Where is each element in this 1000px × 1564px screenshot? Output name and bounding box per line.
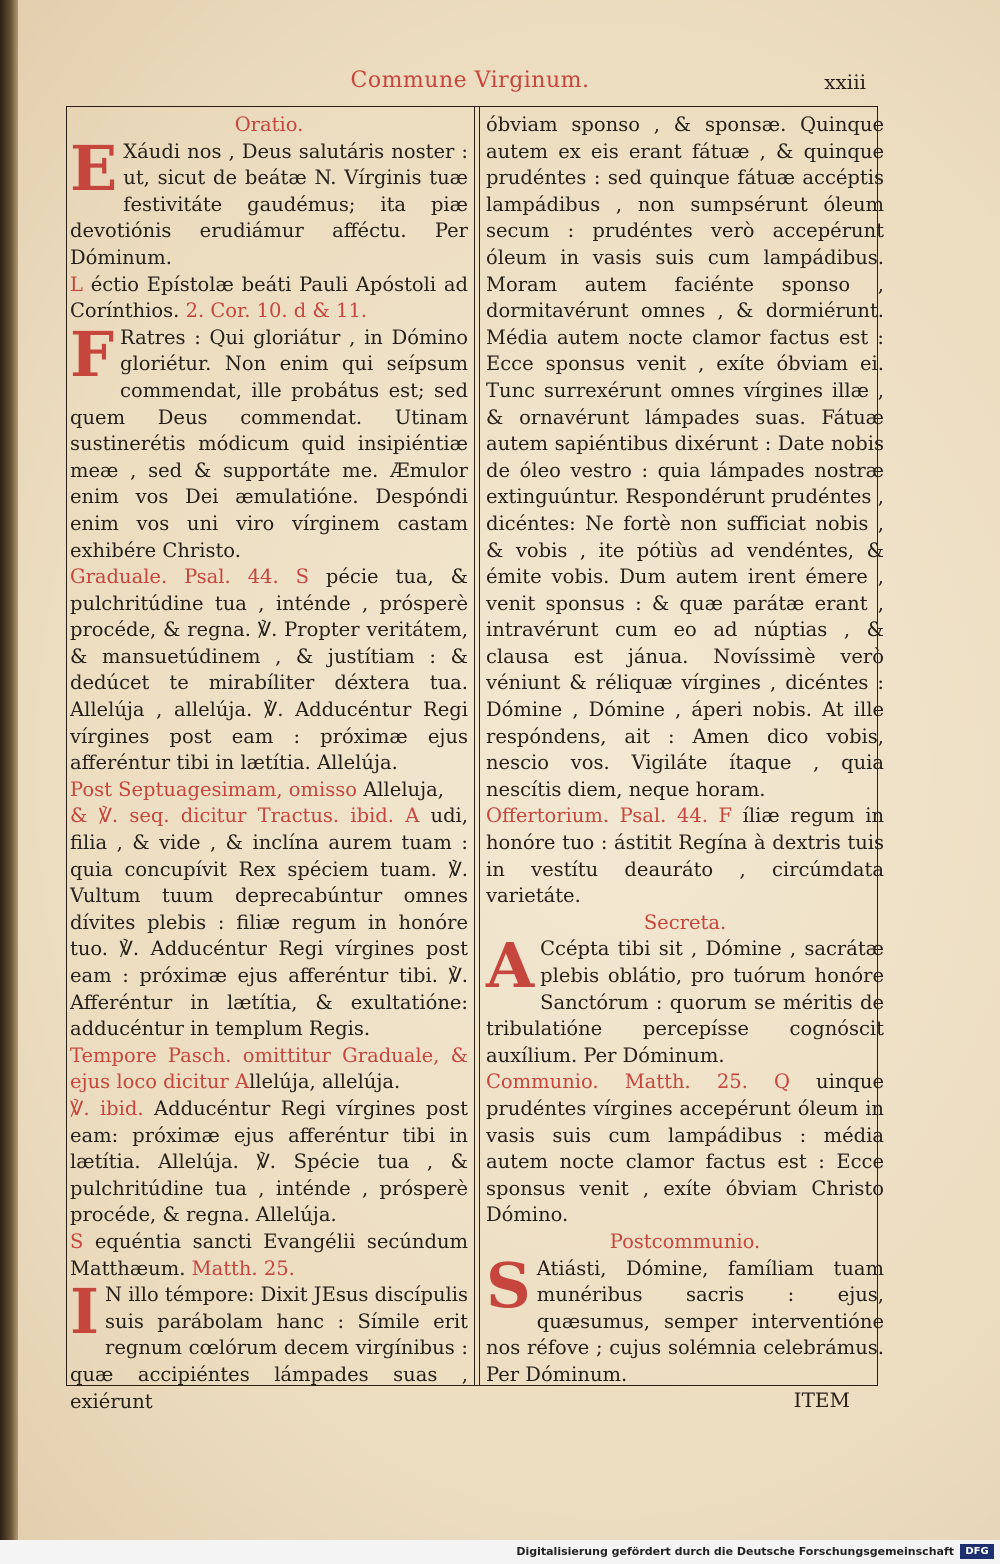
body-text: éctio Epístolæ beáti Pauli Apóstoli ad Corínthios. (70, 272, 468, 323)
rubric-text: Post Septuagesimam, omisso (70, 777, 358, 801)
rubric-text: L (70, 272, 83, 296)
rubric-text: S (70, 1229, 84, 1253)
page-header (66, 68, 874, 100)
scripture-reference: Matth. 25. (191, 1256, 295, 1280)
text-block (486, 929, 884, 1069)
rubric-text: Communio. Matth. 25. Q (486, 1070, 790, 1094)
section-heading: Postcommunio. (609, 1229, 761, 1253)
text-block (70, 1043, 468, 1096)
body-text: Adducéntur Regi vírgines post eam: próximæ ejus afferéntur tibi in lætítia. Allelúja. ℣. Spécie tua , & pulchritúdine tua , inténde , prósperè procéde, & regna. Allelúja. (70, 1096, 468, 1227)
body-text: uinque prudéntes vírgines accepérunt óleum in vasis suis cum lampádibus : média autem nocte clamor factus est : Ecce sponsus venit , exíte óbviam Christo Dómino. (486, 1070, 884, 1227)
body-text: udi, filia , & vide , & inclína aurem tuam : quia concupívit Rex spéciem tuam. ℣. Vultum tuum deprecabúntur omnes dívites plebis : filiæ regum in honóre tuo. ℣. Adducéntur Regi vírgines post eam : próximæ ejus afferéntur tibi. ℣. Afferéntur in lætítia, & exultatióne: adducéntur in templum Regis. (70, 804, 468, 1041)
footer-credit: Digitalisierung gefördert durch die Deutsche Forschungsgemeinschaft (516, 1545, 954, 1558)
text-block (70, 803, 468, 1042)
body-text: íliæ regum in honóre tuo : ástitit Regína à dextris tuis in vestítu deauráto , circúmdata varietáte. (486, 804, 885, 908)
text-block (70, 317, 468, 564)
rubric-text: ℣. ibid. (70, 1096, 144, 1120)
drop-initial: S (486, 1248, 531, 1322)
column-divider (474, 106, 480, 1386)
scripture-reference: 2. Cor. 10. d & 11. (185, 299, 368, 323)
text-block (70, 777, 468, 804)
book-gutter (0, 0, 18, 1540)
dfg-logo: DFG (960, 1544, 994, 1559)
body-text: pécie tua, & pulchritúdine tua , inténde , prósperè procéde, & regna. ℣. Propter veritátem, & mansuetúdinem , & justítiam : & dedúcet te mirabíliter déxtera tua. Allelúja , allelúja. ℣. Adducéntur Regi vírgines post eam : próximæ ejus afferéntur tibi in lætítia. Allelúja. (70, 565, 468, 775)
text-block (70, 1275, 469, 1415)
drop-initial: A (486, 929, 535, 1003)
body-text: Atiásti, Dómine, famíliam tuam munéribus sacris : ejus, quæsumus, semper interventióne nos réfove ; cujus solémnia celebrámus. Per Dóminum. (486, 1256, 884, 1386)
footer-bar (0, 1540, 1000, 1564)
text-block (70, 564, 468, 777)
folio-number: xxiii (824, 70, 866, 94)
rubric-text: Tempore Pasch. omittitur Graduale, & ejus loco dicitur A (70, 1043, 468, 1094)
rubric-text: & ℣. seq. dicitur Tractus. ibid. A (70, 804, 420, 828)
drop-initial: I (70, 1275, 100, 1349)
section-heading: Secreta. (643, 910, 727, 934)
section-heading: Oratio. (234, 113, 304, 136)
body-text: llelúja, allelúja. (249, 1070, 401, 1094)
drop-initial: F (70, 317, 115, 391)
body-text: equéntia sancti Evangélii secúndum Matthæum. (70, 1229, 468, 1280)
drop-initial: E (70, 131, 118, 205)
body-text: Alleluja, (363, 777, 444, 801)
text-block (486, 1248, 884, 1389)
text-block (70, 272, 468, 325)
text-block (70, 1229, 468, 1282)
text-block (70, 1096, 468, 1229)
rubric-text: Offertorium. Psal. 44. F (486, 804, 733, 828)
body-text: N illo témpore: Dixit JEsus discípulis suis parábolam hanc : Símile erit regnum cœlórum decem virgínibus : quæ accipiéntes lámpades suas , exiérunt (70, 1283, 469, 1413)
text-block (486, 803, 884, 909)
left-column (70, 112, 469, 1413)
right-column (486, 112, 885, 1386)
text-block: óbviam sponso , & sponsæ. Quinque autem ex eis erant fátuæ , & quinque prudéntes : sed quinque fátuæ accéptis lampádibus , non sumpsérunt óleum secum : prudéntes verò accepérunt óleum in vasis suis cum lampádibus. Moram autem faciénte sponso , dormitavérunt omnes , & dormiérunt. Média autem nocte clamor factus est : Ecce sponsus venit , exíte óbviam ei. Tunc surrexérunt omnes vírgines illæ , & ornavérunt lámpades suas. Fátuæ autem sapiéntibus dixérunt : Date nobis de óleo vestro : quia lámpades nostræ extinguúntur. Respondérunt prudéntes , dicéntes: Ne fortè non sufficiat nobis , & vobis , ite pótiùs ad vendéntes, & émite vobis. Dum autem irent émere , venit sponsus : & quæ parátæ erant , intravérunt cum eo ad núptias , & clausa est jánua. Novíssimè verò véniunt & réliquæ vírgines , dicéntes : Dómine , Dómine , áperi nobis. At ille respóndens, ait : Amen dico vobis, nescio vos. Vigiláte ítaque , quia nescítis diem, neque horam. (486, 113, 884, 801)
body-text: Ccépta tibi sit , Dómine , sacrátæ plebis oblátio, pro tuórum honóre Sanctórum : quorum se méritis de tribulatióne percepísse cognóscit auxílium. Per Dóminum. (486, 937, 884, 1067)
catchword: ITEM (793, 1388, 850, 1412)
body-text: Xáudi nos , Deus salutáris noster : ut, sicut de beátæ N. Vírginis tuæ festivitáte gaudémus; ita piæ devotiónis erudiámur afféctu. Per Dóminum. (70, 139, 468, 269)
text-block (70, 131, 468, 272)
body-text: Ratres : Qui gloriátur , in Dómino gloriétur. Non enim qui seípsum commendat, ille probátus est; sed quem Deus commendat. Utinam sustinerétis módicum quid insipiéntiæ meæ , sed & supportáte me. Æmulor enim vos Dei æmulatióne. Despóndi enim vos uni viro vírginem castam exhibére Christo. (70, 325, 468, 562)
text-block (486, 1069, 884, 1229)
rubric-text: Graduale. Psal. 44. S (70, 565, 309, 589)
running-title: Commune Virginum. (350, 68, 590, 93)
